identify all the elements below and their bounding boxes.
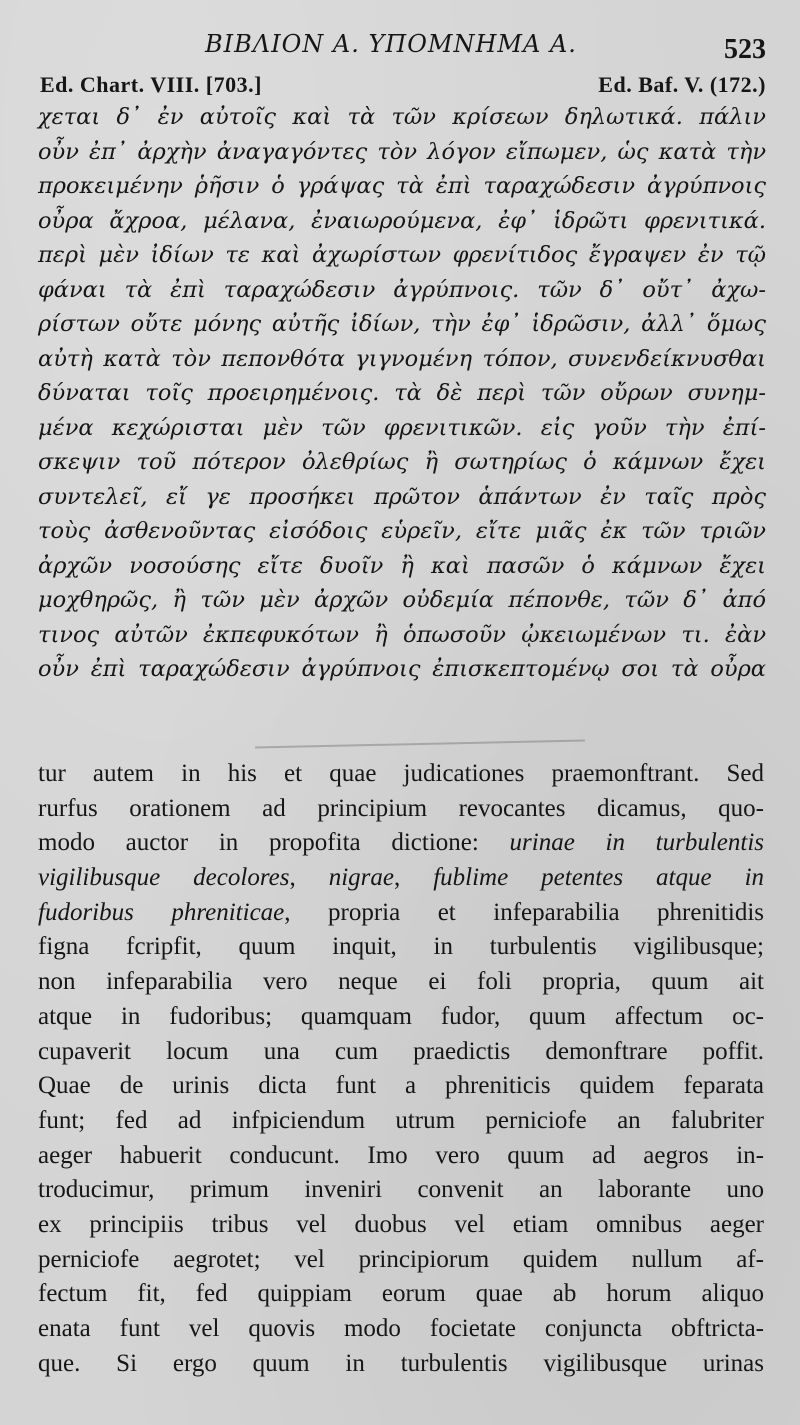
- running-head: ΒΙΒΛΙΟΝ Α. ΥΠΟΜΝΗΜΑ Α.: [205, 30, 577, 58]
- greek-line: δύναται τοῖς προειρημένοις. τὰ δὲ περὶ τῶν οὔρων συνημ-: [38, 380, 766, 406]
- greek-line: μοχθηρῶς, ἢ τῶν μὲν ἀρχῶν οὐδεμία πέπονθε, τῶν δ᾽ ἀπό: [38, 587, 766, 613]
- latin-text-block: [38, 757, 764, 1381]
- latin-line: cupaverit locum una cum praedictis demonftrare poffit.: [38, 1037, 764, 1065]
- greek-line: μένα κεχώρισται μὲν τῶν φρενιτικῶν. εἰς γοῦν τὴν ἐπί-: [38, 414, 766, 441]
- latin-line: atque in fudoribus; quamquam fudor, quum affectum oc-: [38, 1002, 764, 1030]
- edition-reference-right: Ed. Baf. V. (172.): [598, 72, 766, 97]
- greek-line: ρίστων οὔτε μόνης αὐτῆς ἰδίων, τὴν ἐφ᾽ ἱδρῶσιν, ἀλλ᾽ ὅμως: [38, 311, 766, 337]
- greek-text-block: [38, 100, 766, 687]
- greek-line: τοὺς ἀσθενοῦντας εἰσόδοις εὑρεῖν, εἴτε μιᾶς ἐκ τῶν τριῶν: [38, 518, 766, 544]
- latin-line: que. Si ergo quum in turbulentis vigilibusque urinas: [38, 1349, 764, 1377]
- latin-line: non infeparabilia vero neque ei foli propria, quum ait: [38, 968, 764, 996]
- greek-line: αὐτὴ κατὰ τὸν πεπονθότα γιγνομένη τόπον, συνενδείκνυσθαι: [38, 345, 766, 372]
- latin-line: [38, 826, 764, 861]
- greek-line: προκειμένην ῥῆσιν ὁ γράψας τὰ ἐπὶ ταραχώδεσιν ἀγρύπνοις: [38, 173, 766, 199]
- latin-line: troducimur, primum inveniri convenit an laborante uno: [38, 1176, 764, 1204]
- latin-line: enata funt vel quovis modo focietate conjuncta obftricta-: [38, 1315, 764, 1342]
- latin-italic-quote: nigrae: [328, 864, 394, 892]
- section-divider: [255, 740, 585, 749]
- greek-line: οὖν ἐπὶ ταραχώδεσιν ἀγρύπνοις ἐπισκεπτομένῳ σοι τὰ οὖρα: [38, 656, 766, 682]
- latin-line: [38, 896, 764, 931]
- latin-line: Quae de urinis dicta funt a phreniticis quidem feparata: [38, 1072, 764, 1100]
- latin-roman-text: , propria et infeparabilia phrenitidis: [284, 898, 764, 926]
- greek-line: οὖν ἐπ᾽ ἀρχὴν ἀναγαγόντες τὸν λόγον εἴπωμεν, ὡς κατὰ τὴν: [38, 138, 766, 165]
- latin-italic-quote: fudoribus phreniticae: [38, 898, 285, 926]
- latin-italic-quote: fublime petentes atque in: [433, 864, 765, 892]
- page-number: 523: [724, 34, 766, 65]
- greek-line: περὶ μὲν ἰδίων τε καὶ ἀχωρίστων φρενίτιδος ἔγραψεν ἐν τῷ: [38, 242, 766, 268]
- edition-reference-left: Ed. Chart. VIII. [703.]: [40, 72, 262, 97]
- greek-line: τινος αὐτῶν ἐκπεφυκότων ἢ ὁπωσοῦν ᾠκειωμένων τι. ἐὰν: [38, 621, 766, 648]
- latin-italic-quote: vigilibusque decolores: [38, 864, 290, 892]
- latin-line: ex principiis tribus vel duobus vel etiam omnibus aeger: [38, 1210, 764, 1238]
- latin-line: fectum fit, fed quippiam eorum quae ab horum aliquo: [38, 1280, 764, 1308]
- latin-punctuation: ,: [289, 864, 329, 892]
- latin-italic-quote: urinae in turbulentis: [509, 829, 765, 857]
- latin-roman-text: modo auctor in propofita dictione:: [38, 829, 510, 857]
- greek-line: συντελεῖ, εἴ γε προσήκει πρῶτον ἁπάντων ἐν ταῖς πρὸς: [38, 483, 766, 510]
- latin-punctuation: ,: [393, 864, 434, 892]
- latin-line: tur autem in his et quae judicationes praemonftrant. Sed: [38, 760, 764, 787]
- latin-line: perniciofe aegrotet; vel principiorum quidem nullum af-: [38, 1245, 764, 1273]
- latin-line: funt; fed ad infpiciendum utrum perniciofe an falubriter: [38, 1106, 764, 1134]
- greek-line: χεται δ᾽ ἐν αὐτοῖς καὶ τὰ τῶν κρίσεων δηλωτικά. πάλιν: [38, 104, 766, 130]
- latin-line: rurfus orationem ad principium revocantes dicamus, quo-: [38, 794, 764, 822]
- latin-line: [38, 861, 764, 896]
- latin-line: figna fcripfit, quum inquit, in turbulentis vigilibusque;: [38, 933, 764, 961]
- greek-line: φάναι τὰ ἐπὶ ταραχώδεσιν ἀγρύπνοις. τῶν δ᾽ οὔτ᾽ ἀχω-: [38, 276, 766, 303]
- greek-line: οὖρα ἄχροα, μέλανα, ἐναιωρούμενα, ἐφ᾽ ἱδρῶτι φρενιτικά.: [38, 207, 766, 234]
- greek-line: ἀρχῶν νοσούσης εἴτε δυοῖν ἢ καὶ πασῶν ὁ κάμνων ἔχει: [38, 552, 766, 579]
- greek-line: σκεψιν τοῦ πότερον ὀλεθρίως ἢ σωτηρίως ὁ κάμνων ἔχει: [38, 449, 766, 475]
- latin-line: aeger habuerit conducunt. Imo vero quum ad aegros in-: [38, 1141, 764, 1169]
